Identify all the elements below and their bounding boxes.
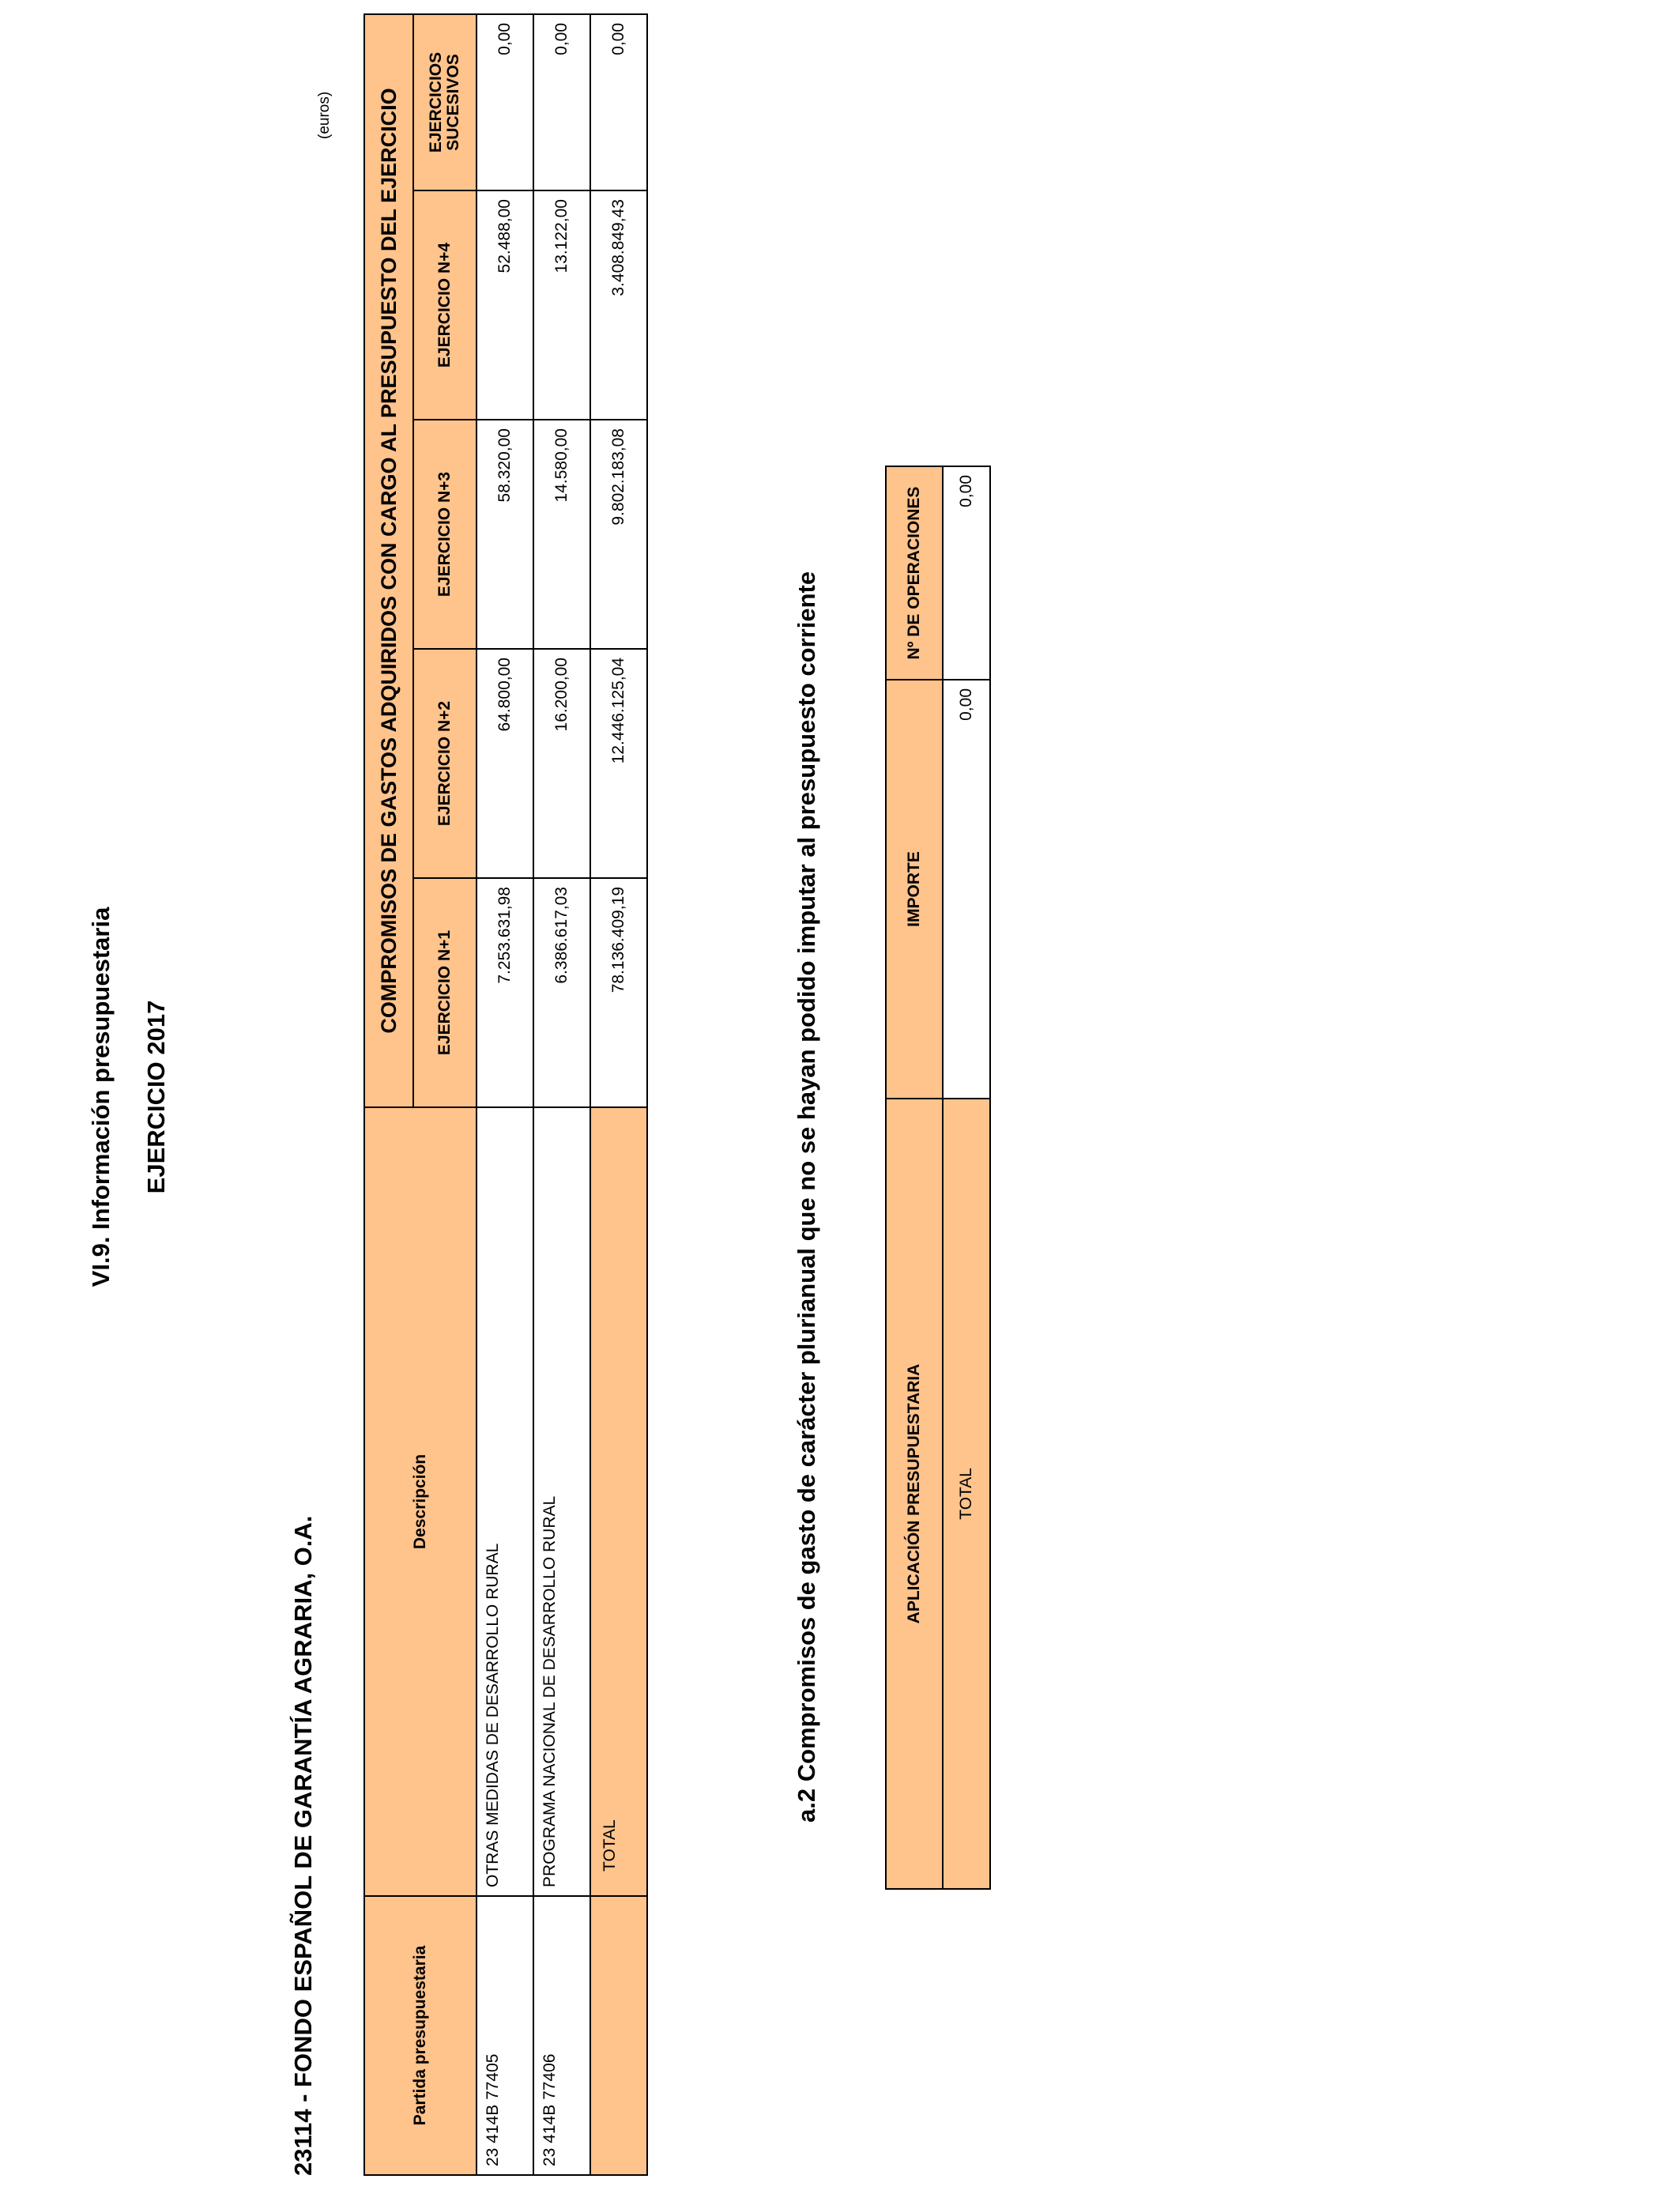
total-n1: 78.136.409,19 [590, 878, 647, 1107]
col-n3-header: EJERCICIO N+3 [413, 420, 477, 649]
commitments-table [363, 13, 648, 2176]
row-descripcion: OTRAS MEDIDAS DE DESARROLLO RURAL [477, 1107, 533, 1896]
row-sucesivos: 0,00 [533, 14, 590, 190]
row-n4: 13.122,00 [533, 190, 590, 420]
row-n3: 58.320,00 [477, 420, 533, 649]
group-header: COMPROMISOS DE GASTOS ADQUIRIDOS CON CARGO AL PRESUPUESTO DEL EJERCICIO [364, 14, 413, 1107]
total-blank [590, 1896, 647, 2175]
row-n3: 14.580,00 [533, 420, 590, 649]
total-sucesivos: 0,00 [590, 14, 647, 190]
total-label: TOTAL [943, 1099, 990, 1889]
report-title: VI.9. Información presupuestaria [87, 907, 115, 1287]
col-n1-header: EJERCICIO N+1 [413, 878, 477, 1107]
organism-title: 23114 - FONDO ESPAÑOL DE GARANTÍA AGRARIA, O.A. [289, 1515, 317, 2176]
col-descripcion-header: Descripción [364, 1107, 477, 1896]
row-partida: 23 414B 77406 [533, 1896, 590, 2175]
row-n1: 6.386.617,03 [533, 878, 590, 1107]
total-row [943, 466, 990, 1889]
row-n1: 7.253.631,98 [477, 878, 533, 1107]
row-n4: 52.488,00 [477, 190, 533, 420]
row-descripcion: PROGRAMA NACIONAL DE DESARROLLO RURAL [533, 1107, 590, 1896]
table-row [477, 14, 533, 2175]
row-n2: 64.800,00 [477, 649, 533, 878]
pending-commitments-table [885, 466, 991, 1890]
report-year: EJERCICIO 2017 [142, 1000, 170, 1194]
col-sucesivos-header: EJERCICIOS SUCESIVOS [413, 14, 477, 190]
total-row [590, 14, 647, 2175]
col-n2-header: EJERCICIO N+2 [413, 649, 477, 878]
units-label: (euros) [316, 91, 333, 139]
total-n3: 9.802.183,08 [590, 420, 647, 649]
total-operaciones: 0,00 [943, 466, 990, 680]
total-label: TOTAL [590, 1107, 647, 1896]
row-partida: 23 414B 77405 [477, 1896, 533, 2175]
col-importe-header: IMPORTE [886, 680, 943, 1099]
col-operaciones-header: Nº DE OPERACIONES [886, 466, 943, 680]
total-n4: 3.408.849,43 [590, 190, 647, 420]
col-aplicacion-header: APLICACIÓN PRESUPUESTARIA [886, 1099, 943, 1889]
section-a2-title: a.2 Compromisos de gasto de carácter plurianual que no se hayan podido imputar al presupuesto corriente [793, 571, 820, 1823]
table-row [533, 14, 590, 2175]
total-n2: 12.446.125,04 [590, 649, 647, 878]
row-n2: 16.200,00 [533, 649, 590, 878]
total-importe: 0,00 [943, 680, 990, 1099]
row-sucesivos: 0,00 [477, 14, 533, 190]
col-partida-header: Partida presupuestaria [364, 1896, 477, 2175]
col-n4-header: EJERCICIO N+4 [413, 190, 477, 420]
